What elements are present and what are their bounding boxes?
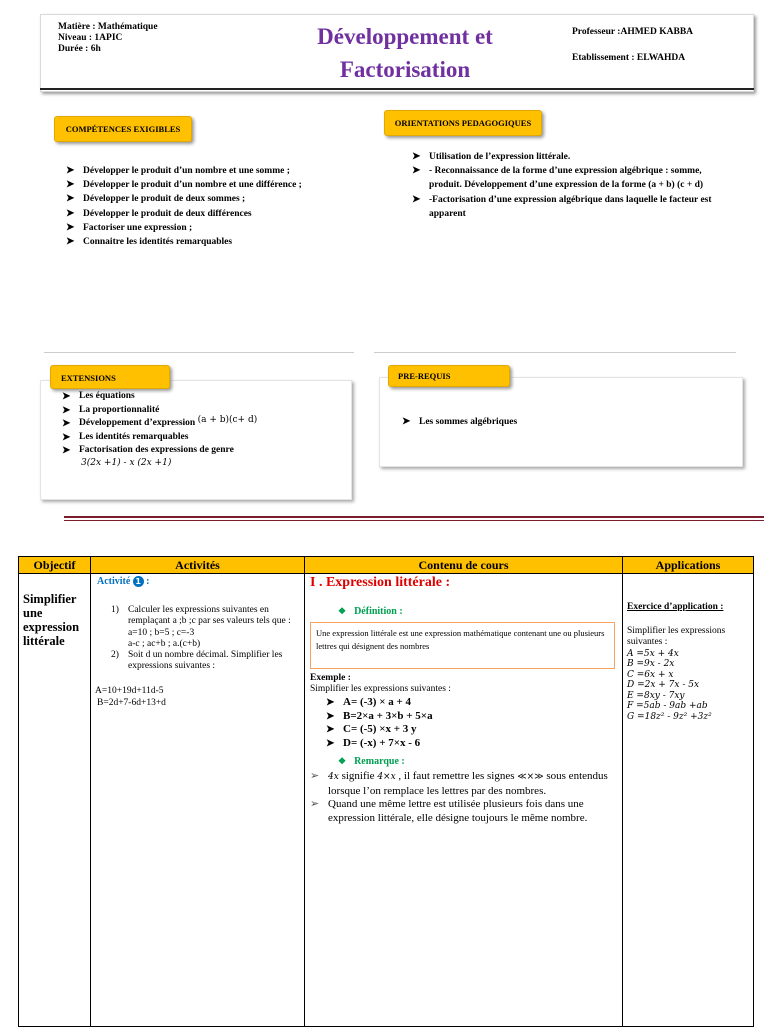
list-item: D =2x + 7x - 5x bbox=[627, 680, 700, 691]
exemples-list bbox=[310, 696, 618, 750]
prerequis-list bbox=[402, 415, 702, 429]
separator-line bbox=[64, 520, 764, 521]
definition-box: Une expression littérale est une expression mathématique contenant une ou plusieurs lettres qui désignent des nombres bbox=[310, 622, 615, 669]
cell-objectif bbox=[19, 574, 91, 1027]
cell-contenu bbox=[305, 574, 623, 1027]
list-item: G =18z² - 9z² +3z² bbox=[627, 711, 712, 722]
list-item: ➤ Connaitre les identités remarquables bbox=[66, 235, 356, 249]
list-item: ➤ Développer le produit de deux différences bbox=[66, 207, 356, 221]
extensions-list bbox=[62, 390, 348, 458]
number-one-icon: 1 bbox=[133, 576, 144, 587]
remarque-heading: ❖ Remarque : bbox=[338, 756, 405, 768]
exercice-title: Exercice d’application : bbox=[627, 602, 724, 612]
exemple-label: Exemple : bbox=[310, 673, 351, 683]
objectif-text: Simplifier une expression littérale bbox=[23, 592, 80, 648]
niveau: Niveau : 1APIC bbox=[58, 33, 123, 43]
expression-fact: 3(2x +1) - x (2x +1) bbox=[81, 458, 172, 468]
list-item: ➤ Les sommes algébriques bbox=[402, 415, 702, 429]
list-item: ➤ - Reconnaissance de la forme d’une expression algébrique : somme, produit. Développement d’une expression de la forme (a + b) (c + d) bbox=[412, 164, 722, 192]
list-item: ➤ Développer le produit de deux sommes ; bbox=[66, 192, 356, 206]
activite-item-1: 1) Calculer les expressions suivantes en remplaçant a ;b ;c par ses valeurs tels que : a=10 ; b=5 ; c=-3 a-c ; ac+b ; a.(c+b) bbox=[111, 605, 291, 649]
cell-applications bbox=[623, 574, 754, 1027]
prerequis-label: PRE-REQUIS bbox=[388, 365, 510, 387]
competences-label: COMPÉTENCES EXIGIBLES bbox=[54, 116, 192, 142]
separator-line bbox=[64, 516, 764, 518]
diamond-icon: ❖ bbox=[338, 756, 347, 767]
table-header-row bbox=[19, 557, 754, 574]
list-item: C =6x + x bbox=[627, 669, 674, 680]
activite-item-2: 2) Soit d un nombre décimal. Simplifier les expressions suivantes : bbox=[111, 650, 283, 672]
list-item: ➤ Développement d’expression (a + b)(c+ d) bbox=[62, 417, 348, 431]
list-item: ➤ Utilisation de l’expression littérale. bbox=[412, 150, 722, 164]
page-title: Développement et Factorisation bbox=[317, 24, 493, 82]
list-item: ➤ A= (-3) × a + 4 bbox=[326, 696, 618, 710]
list-item: F =5ab - 9ab +ab bbox=[627, 701, 708, 712]
list-item: ➤ B=2×a + 3×b + 5×a bbox=[326, 710, 618, 724]
section-title: I . Expression littérale : bbox=[310, 575, 451, 590]
list-item: E =8xy - 7xy bbox=[627, 690, 685, 701]
header-meta-left bbox=[58, 22, 158, 55]
activite-expr-a: A=10+19d+11d-5 bbox=[95, 686, 164, 697]
professeur: Professeur :AHMED KABBA bbox=[572, 27, 694, 37]
cell-activites bbox=[91, 574, 305, 1027]
list-item: ➤ Développer le produit d’un nombre et une différence ; bbox=[66, 178, 356, 192]
list-item: ➤ La proportionnalité bbox=[62, 404, 348, 418]
list-item: ➤ -Factorisation d’une expression algébrique dans laquelle le facteur est apparent bbox=[412, 193, 722, 221]
definition-heading: ❖ Définition : bbox=[338, 606, 403, 617]
remarque-list bbox=[310, 770, 618, 825]
diamond-icon: ❖ bbox=[338, 606, 347, 616]
header-objectif: Objectif bbox=[19, 557, 91, 574]
activite-expr-b: B=2d+7-6d+13+d bbox=[97, 697, 166, 708]
list-item: ➤ Factorisation des expressions de genre bbox=[62, 444, 348, 458]
list-item: ➤ D= (-x) + 7×x - 6 bbox=[326, 737, 618, 751]
activite-heading: Activité 1 : bbox=[97, 576, 150, 587]
etablissement: Etablissement : ELWAHDA bbox=[572, 53, 686, 63]
list-item: ➢ 4x signifie 4×x , il faut remettre les signes ≪×≫ sous entendus lorsque l’on remplace les lettres par des nombres. bbox=[310, 770, 618, 798]
extensions-label: EXTENSIONS bbox=[50, 365, 170, 389]
orientations-list bbox=[412, 150, 722, 221]
competences-list bbox=[66, 164, 356, 249]
list-item: B =9x - 2x bbox=[627, 659, 675, 670]
matiere: Matière : Mathématique bbox=[58, 22, 158, 32]
exercice-intro: Simplifier les expressions suivantes : bbox=[627, 626, 726, 648]
header-activites: Activités bbox=[91, 557, 305, 574]
table-row bbox=[19, 574, 754, 1027]
list-item: ➤ Les identités remarquables bbox=[62, 431, 348, 445]
list-item: ➤ Factoriser une expression ; bbox=[66, 221, 356, 235]
header-applications: Applications bbox=[623, 557, 754, 574]
header-contenu: Contenu de cours bbox=[305, 557, 623, 574]
list-item: A =5x + 4x bbox=[627, 648, 679, 659]
lesson-table bbox=[18, 556, 754, 1027]
orientations-label: ORIENTATIONS PEDAGOGIQUES bbox=[384, 110, 542, 136]
expression-dev: (a + b)(c+ d) bbox=[197, 415, 258, 426]
duree: Durée : 6h bbox=[58, 44, 101, 54]
list-item: ➤ C= (-5) ×x + 3 y bbox=[326, 723, 618, 737]
exemple-intro: Simplifier les expressions suivantes : bbox=[310, 684, 451, 695]
list-item: ➤ Développer le produit d’un nombre et une somme ; bbox=[66, 164, 356, 178]
list-item: ➢ Quand une même lettre est utilisée plusieurs fois dans une expression littérale, elle désigne toujours le même nombre. bbox=[310, 798, 618, 825]
header-rule bbox=[40, 88, 754, 90]
exercice-expressions bbox=[627, 649, 750, 723]
list-item: ➤ Les équations bbox=[62, 390, 348, 404]
